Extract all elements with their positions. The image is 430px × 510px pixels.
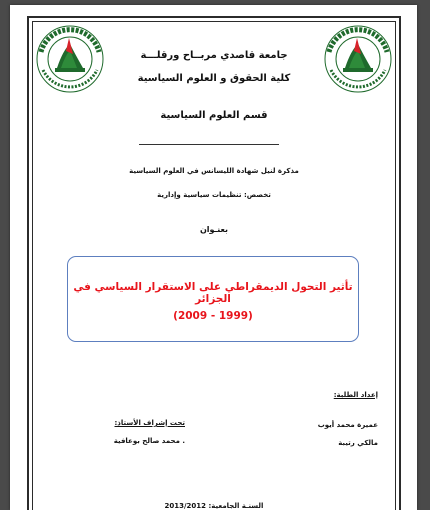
document-page xyxy=(10,5,417,510)
university-name: جامعة قاصدي مربــاح ورقلـــة xyxy=(140,50,288,61)
thesis-title-box xyxy=(67,256,359,342)
supervisor-label: تحت إشراف الأستاذ: xyxy=(114,419,185,427)
thesis-title: تأثير التحول الديمقراطي على الاستقرار السياسي في الجزائر xyxy=(73,281,353,305)
student-name: عميرة محمد أيوب xyxy=(317,421,378,429)
by-title-label: بعنـوان xyxy=(199,225,229,234)
specialty: تخصص: تنظيمات سياسية وإدارية xyxy=(157,191,271,199)
page-border-frame xyxy=(27,16,401,510)
supervisor-name: . محمد صالح بوعافية xyxy=(113,437,185,445)
thesis-years: (2009 - 1999) xyxy=(173,310,253,322)
students-label: إعداد الطلبة: xyxy=(333,391,378,399)
divider-line xyxy=(139,144,279,145)
student-name: مالكي رتيبة xyxy=(338,439,378,447)
memo-purpose: مذكرة لنيل شهادة الليسانس في العلوم السياسية xyxy=(129,167,299,175)
faculty-name: كلية الحقوق و العلوم السياسية xyxy=(137,73,291,84)
academic-year: السنـة الجامعية: 2013/2012 xyxy=(164,502,264,510)
department-name: قسم العلوم السياسية xyxy=(160,110,268,121)
